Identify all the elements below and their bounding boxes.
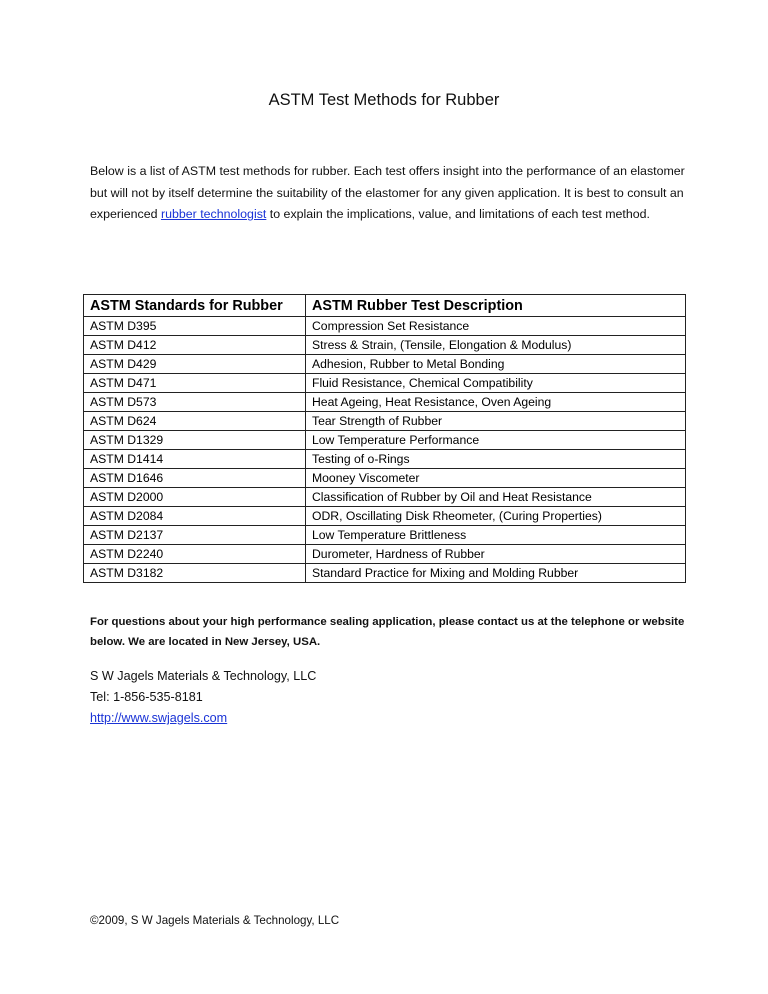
table-row <box>84 431 686 450</box>
description-cell: Compression Set Resistance <box>306 317 686 336</box>
company-contact-block <box>90 666 316 729</box>
table-row <box>84 564 686 583</box>
description-cell: Adhesion, Rubber to Metal Bonding <box>306 355 686 374</box>
rubber-technologist-link[interactable]: rubber technologist <box>160 207 267 221</box>
contact-note: For questions about your high performance sealing application, please contact us at the telephone or website below. We are located in New Jersey, USA. <box>90 616 685 648</box>
standard-cell: ASTM D624 <box>84 412 306 431</box>
standard-cell: ASTM D2000 <box>84 488 306 507</box>
company-website-link[interactable]: http://www.swjagels.com <box>90 711 228 725</box>
header-standard: ASTM Standards for Rubber <box>84 295 306 317</box>
table-row <box>84 355 686 374</box>
table-row <box>84 336 686 355</box>
table-row <box>84 469 686 488</box>
table-row <box>84 488 686 507</box>
astm-standards-table <box>83 294 686 583</box>
description-cell: Standard Practice for Mixing and Molding Rubber <box>306 564 686 583</box>
table-row <box>84 450 686 469</box>
standard-cell: ASTM D395 <box>84 317 306 336</box>
table-row <box>84 374 686 393</box>
standard-cell: ASTM D1646 <box>84 469 306 488</box>
standard-cell: ASTM D3182 <box>84 564 306 583</box>
description-cell: Testing of o-Rings <box>306 450 686 469</box>
standard-cell: ASTM D2240 <box>84 545 306 564</box>
table-row <box>84 393 686 412</box>
standard-cell: ASTM D2084 <box>84 507 306 526</box>
standard-cell: ASTM D1329 <box>84 431 306 450</box>
standard-cell: ASTM D412 <box>84 336 306 355</box>
header-description: ASTM Rubber Test Description <box>306 295 686 317</box>
standard-cell: ASTM D2137 <box>84 526 306 545</box>
description-cell: Durometer, Hardness of Rubber <box>306 545 686 564</box>
standard-cell: ASTM D429 <box>84 355 306 374</box>
description-cell: Stress & Strain, (Tensile, Elongation & Modulus) <box>306 336 686 355</box>
intro-text-after-link: to explain the implications, value, and limitations of each test method. <box>266 207 650 221</box>
description-cell: Heat Ageing, Heat Resistance, Oven Ageing <box>306 393 686 412</box>
page-title: ASTM Test Methods for Rubber <box>268 91 500 109</box>
table-row <box>84 507 686 526</box>
description-cell: Classification of Rubber by Oil and Heat Resistance <box>306 488 686 507</box>
table-row <box>84 317 686 336</box>
company-name: S W Jagels Materials & Technology, LLC <box>90 669 317 683</box>
description-cell: Mooney Viscometer <box>306 469 686 488</box>
table-row <box>84 545 686 564</box>
copyright-footer: ©2009, S W Jagels Materials & Technology, LLC <box>90 914 340 927</box>
table-row <box>84 526 686 545</box>
description-cell: Low Temperature Brittleness <box>306 526 686 545</box>
description-cell: Fluid Resistance, Chemical Compatibility <box>306 374 686 393</box>
table-header-row <box>84 295 686 317</box>
description-cell: Tear Strength of Rubber <box>306 412 686 431</box>
intro-paragraph <box>90 161 690 226</box>
table-row <box>84 412 686 431</box>
description-cell: Low Temperature Performance <box>306 431 686 450</box>
standard-cell: ASTM D1414 <box>84 450 306 469</box>
description-cell: ODR, Oscillating Disk Rheometer, (Curing Properties) <box>306 507 686 526</box>
standard-cell: ASTM D573 <box>84 393 306 412</box>
company-telephone: Tel: 1-856-535-8181 <box>90 690 203 704</box>
standard-cell: ASTM D471 <box>84 374 306 393</box>
intro-text-before-link: Below is a list of ASTM test methods for rubber. Each test offers insight into the performance of an elastomer but will not by itself determine the suitability of the elastomer for any given application. It is best to consult an experienced <box>90 164 685 221</box>
